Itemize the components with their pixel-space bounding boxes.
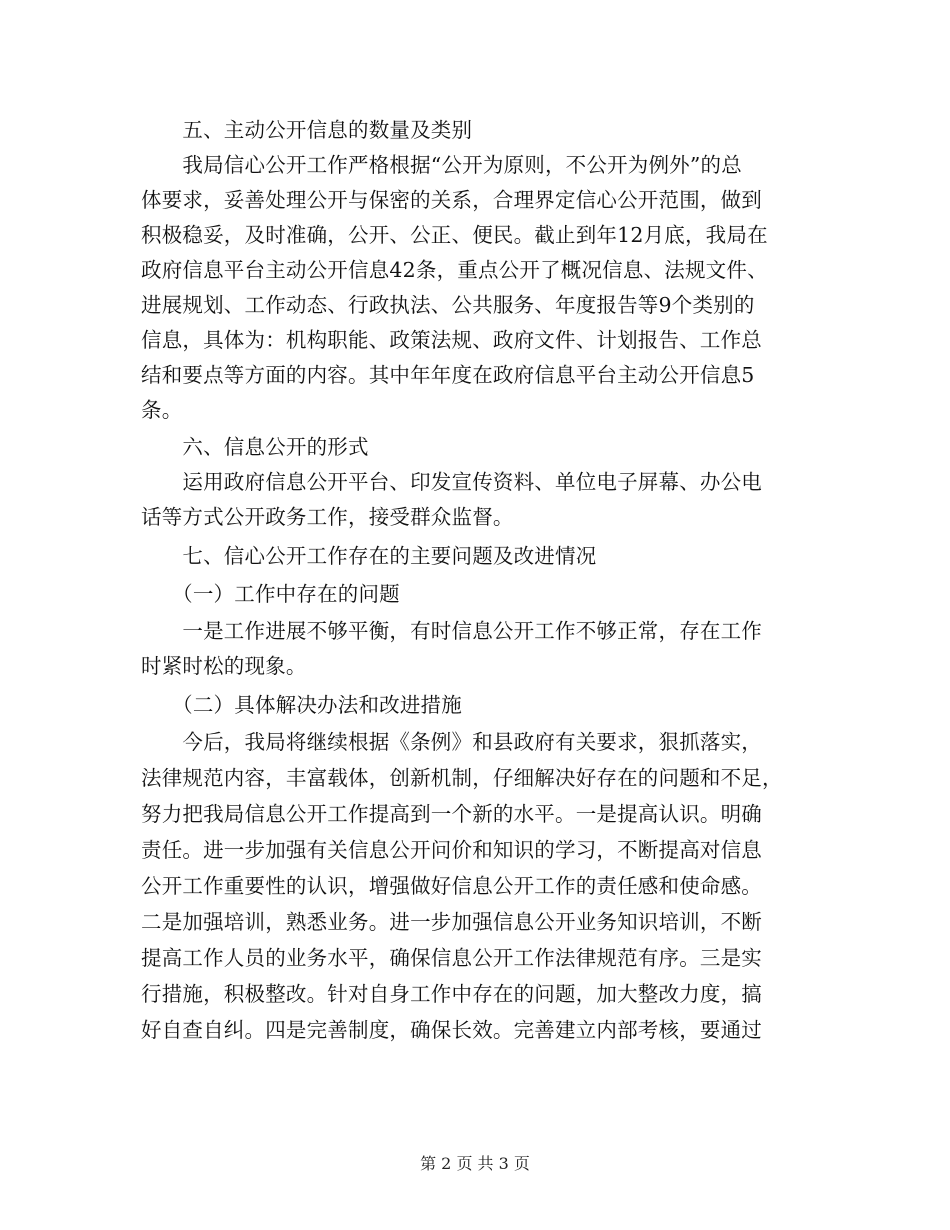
text-line: 一是工作进展不够平衡，有时信息公开工作不够正常，存在工作: [141, 619, 762, 643]
text-line: 二是加强培训，熟悉业务。进一步加强信息公开业务知识培训，不断: [141, 910, 762, 934]
text-line: 体要求，妥善处理公开与保密的关系，合理界定信心公开范围，做到: [141, 188, 762, 212]
text-line: 政府信息平台主动公开信息42条，重点公开了概况信息、法规文件、: [141, 258, 768, 282]
text-line: 法律规范内容，丰富载体，创新机制，仔细解决好存在的问题和不足，: [141, 766, 783, 790]
text-line: 今后，我局将继续根据《条例》和县政府有关要求，狠抓落实，: [141, 730, 762, 754]
text-line: 条。: [141, 398, 183, 422]
subsection-heading: （二）具体解决办法和改进措施: [141, 693, 462, 717]
text-line: 努力把我局信息公开工作提高到一个新的水平。一是提高认识。明确: [141, 802, 762, 826]
text-line: 进展规划、工作动态、行政执法、公共服务、年度报告等9个类别的: [141, 293, 755, 317]
text-line: 我局信心公开工作严格根据“公开为原则，不公开为例外”的总: [141, 153, 742, 177]
section-heading: 七、信心公开工作存在的主要问题及改进情况: [141, 544, 597, 568]
text-line: 提高工作人员的业务水平，确保信息公开工作法律规范有序。三是实: [141, 946, 762, 970]
section-heading: 六、信息公开的形式: [141, 435, 369, 459]
text-line: 结和要点等方面的内容。其中年年度在政府信息平台主动公开信息5: [141, 363, 755, 387]
text-line: 积极稳妥，及时准确，公开、公正、便民。截止到年12月底，我局在: [141, 223, 768, 247]
text-line: 话等方式公开政务工作，接受群众监督。: [141, 505, 514, 529]
text-line: 公开工作重要性的认识，增强做好信息公开工作的责任感和使命感。: [141, 874, 762, 898]
text-line: 好自查自纠。四是完善制度，确保长效。完善建立内部考核，要通过: [141, 1018, 762, 1042]
text-line: 行措施，积极整改。针对自身工作中存在的问题，加大整改力度，搞: [141, 982, 762, 1006]
page-number-footer: 第 2 页 共 3 页: [420, 1154, 530, 1173]
text-line: 五、主动公开信息的数量及类别: [141, 118, 473, 142]
text-line: 运用政府信息公开平台、印发宣传资料、单位电子屏幕、办公电: [141, 470, 762, 494]
text-line: 责任。进一步加强有关信息公开问价和知识的学习，不断提高对信息: [141, 838, 762, 862]
subsection-heading: （一）工作中存在的问题: [141, 582, 400, 606]
text-line: 时紧时松的现象。: [141, 654, 307, 678]
text-line: 信息，具体为：机构职能、政策法规、政府文件、计划报告、工作总: [141, 328, 762, 352]
